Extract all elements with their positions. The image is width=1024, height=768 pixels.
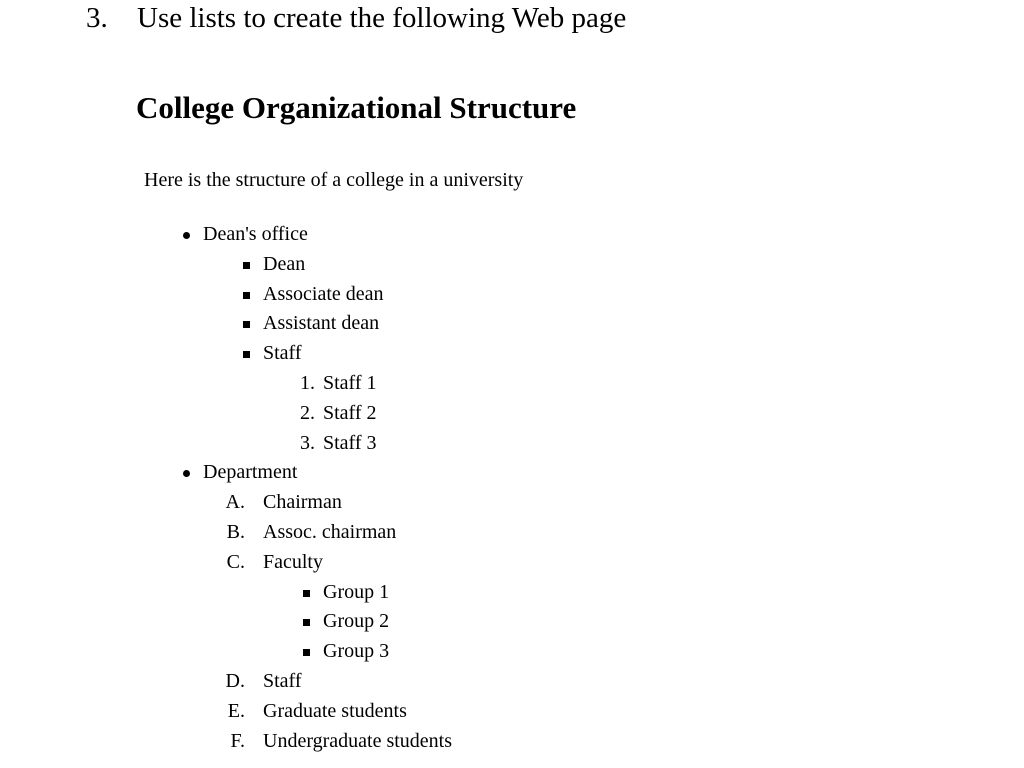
list-item-label: Dean's office	[203, 223, 308, 245]
intro-text: Here is the structure of a college in a university	[144, 169, 524, 191]
list-item-label: Graduate students	[263, 699, 407, 722]
list-item-label: Group 1	[323, 580, 390, 603]
square-bullet-icon	[303, 619, 310, 626]
disc-bullet-icon	[183, 470, 190, 477]
list-letter: C.	[226, 550, 245, 573]
list-item-label: Staff 3	[323, 431, 377, 454]
list-item-assistant-dean	[181, 309, 452, 339]
list-item-chairman	[181, 488, 452, 518]
list-item-group-2	[181, 607, 452, 637]
list-item-label: Staff 1	[323, 371, 377, 394]
list-item-label: Assoc. chairman	[263, 520, 397, 543]
page-title: College Organizational Structure	[136, 90, 577, 125]
list-letter: E.	[227, 699, 245, 722]
list-item-label: Group 2	[323, 610, 390, 633]
list-item-group-1	[181, 578, 452, 608]
list-item-deans-office	[181, 220, 452, 250]
list-item-label: Staff	[263, 342, 302, 365]
list-item-label: Chairman	[263, 491, 342, 514]
list-item-graduate-students	[181, 697, 452, 727]
list-letter: B.	[226, 520, 245, 543]
square-bullet-icon	[303, 649, 310, 656]
list-item-department	[181, 458, 452, 488]
list-item-undergraduate-students	[181, 727, 452, 757]
list-item-label: Dean	[263, 252, 306, 275]
task-number: 3.	[86, 2, 108, 34]
list-item-group-3	[181, 637, 452, 667]
list-item-label: Staff 2	[323, 401, 377, 424]
square-bullet-icon	[243, 262, 250, 269]
list-item-staff-1	[181, 369, 452, 399]
structure-list	[181, 220, 452, 756]
task-text: Use lists to create the following Web page	[137, 2, 627, 34]
list-item-label: Associate dean	[263, 282, 384, 305]
list-item-dean	[181, 250, 452, 280]
list-item-staff	[181, 339, 452, 369]
list-item-label: Undergraduate students	[263, 729, 453, 752]
disc-bullet-icon	[183, 232, 190, 239]
list-number: 2.	[300, 401, 315, 424]
list-letter: A.	[225, 491, 245, 514]
square-bullet-icon	[303, 590, 310, 597]
list-number: 1.	[300, 371, 315, 394]
list-item-label: Department	[203, 461, 298, 484]
web-page-example	[136, 88, 996, 752]
square-bullet-icon	[243, 292, 250, 299]
list-item-associate-dean	[181, 280, 452, 310]
square-bullet-icon	[243, 351, 250, 358]
list-letter: D.	[225, 669, 245, 692]
list-item-label: Faculty	[263, 550, 323, 573]
list-number: 3.	[300, 431, 315, 454]
list-item-assoc-chairman	[181, 518, 452, 548]
list-item-staff-3	[181, 429, 452, 459]
list-item-faculty	[181, 548, 452, 578]
list-item-label: Group 3	[323, 640, 390, 663]
list-item-staff-2	[181, 399, 452, 429]
square-bullet-icon	[243, 321, 250, 328]
task-instruction	[86, 1, 626, 35]
list-item-label: Assistant dean	[263, 312, 380, 335]
list-letter: F.	[230, 729, 245, 752]
list-item-dept-staff	[181, 667, 452, 697]
list-item-label: Staff	[263, 669, 302, 692]
